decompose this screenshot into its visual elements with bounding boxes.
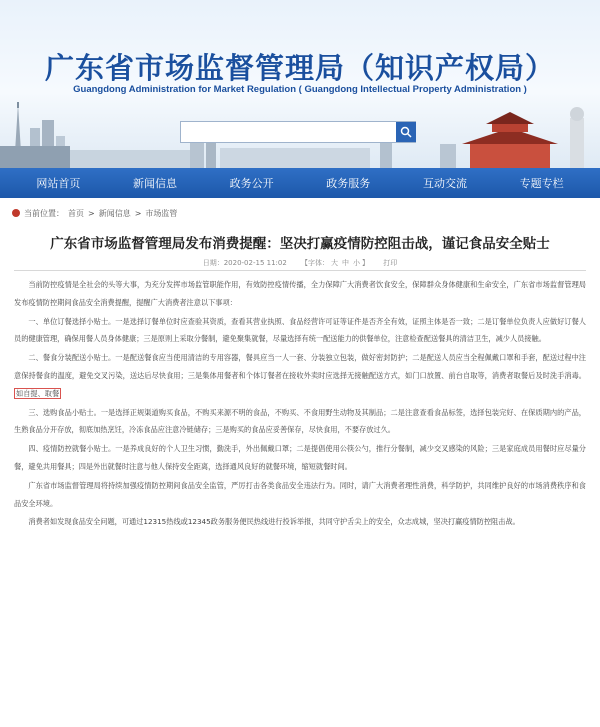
search-button[interactable] [396,122,416,142]
search-input[interactable] [180,121,416,143]
font-size-controls [301,259,369,267]
breadcrumb-prefix: 当前位置： [24,208,64,218]
paragraph-text: 二、餐食分装配送小贴士。一是配送餐食应当使用清洁的专用容器，餐具应当一人一套、分装独立包装，做好密封防护；二是配送人员应当全程佩戴口罩和手套，配送过程中注意保持餐食的温度，避免交叉污染，送达后尽快食用；三是集体用餐者和个体订餐者在接收外卖时应选择无接触配送方式，如门口放置、前台自取等，消费者取餐后及时洗手消毒。 [14,353,586,380]
search-icon [400,126,412,138]
nav-item-interaction[interactable]: 互动交流 [422,177,467,190]
font-medium-button[interactable]: 中 [342,259,350,267]
breadcrumb-news[interactable]: 新闻信息 [98,208,131,218]
breadcrumb-home[interactable]: 首页 [68,208,84,218]
nav-item-special-topics[interactable]: 专题专栏 [519,177,564,190]
nav-item-news[interactable]: 新闻信息 [132,177,177,190]
highlighted-phrase: 如自提、取餐 [16,388,60,398]
site-title: 广东省市场监督管理局（知识产权局） [44,51,555,85]
nav-item-government-affairs[interactable]: 政务公开 [229,177,274,190]
main-nav [0,168,600,198]
title-divider [14,270,586,271]
site-title-english: Guangdong Administration for Market Regulation ( Guangdong Intellectual Property Administration ) [73,84,527,95]
breadcrumb-separator: > [88,208,95,218]
print-button[interactable]: 打印 [383,259,398,267]
font-size-label: 【字体： [301,259,330,267]
article-meta [0,258,600,270]
article-date: 日期：2020-02-15 11:02 [202,259,287,267]
header-banner [0,0,600,168]
breadcrumb [12,206,177,220]
article-title: 广东省市场监督管理局发布消费提醒：坚决打赢疫情防控阻击战，谨记食品安全贴士 [50,236,550,252]
nav-item-services[interactable]: 政务服务 [326,177,371,190]
nav-item-home[interactable]: 网站首页 [36,177,81,190]
article-paragraph: 一、单位订餐选择小贴士。一是选择订餐单位时应查验其资质，查看其营业执照、食品经营许可证等证件是否齐全有效，证照主体是否一致；二是订餐单位负责人应做好订餐人员的健康管理，确保用餐人员身体健康；三是原则上采取分餐制，避免聚集就餐，尽量选择有统一配送能力的供餐单位，注意检查配送餐具的清洁卫生，减少人员接触。 [14,316,586,344]
font-large-button[interactable]: 大 [331,259,339,267]
article-paragraph [14,349,586,402]
article-paragraph: 当前防控疫情是全社会的头等大事，为充分发挥市场监管职能作用，有效防控疫情传播，全力保障广大消费者饮食安全，保障群众身体健康和生命安全，广东省市场监督管理局发布疫情防控期间食品安全消费提醒，提醒广大消费者注意以下事项： [14,280,586,307]
breadcrumb-separator: > [134,208,142,218]
font-size-end: 】 [362,259,370,267]
breadcrumb-market-regulation[interactable]: 市场监管 [145,208,178,218]
article-paragraph: 三、选购食品小贴士。一是选择正规渠道购买食品，不购买来源不明的食品，不购买、不食用野生动物及其制品；二是注意查看食品标签，选择包装完好、在保质期内的产品，生熟食品分开存放，彻底加热烹饪，冷冻食品应注意冷链储存；三是购买的食品应妥善保存，尽快食用，不要存放过久。 [14,407,586,435]
article-paragraph: 消费者如发现食品安全问题，可通过12315热线或12345政务服务便民热线进行投诉举报，共同守护舌尖上的安全，众志成城，坚决打赢疫情防控阻击战。 [28,517,520,527]
article-paragraph: 四、疫情防控就餐小贴士。一是养成良好的个人卫生习惯，勤洗手，外出佩戴口罩；二是提倡使用公筷公勺，推行分餐制，减少交叉感染的风险；三是家庭成员用餐时应尽量分餐，避免共用餐具；四是外出就餐时注意与他人保持安全距离，选择通风良好的就餐环境，缩短就餐时间。 [14,444,586,471]
article-paragraph: 广东省市场监督管理局将持续加强疫情防控期间食品安全监管，严厉打击各类食品安全违法行为。同时，请广大消费者理性消费，科学防护，共同维护良好的市场消费秩序和食品安全环境。 [14,480,586,508]
font-small-button[interactable]: 小 [353,259,361,267]
article-body [14,276,586,722]
location-pin-icon [12,209,20,217]
